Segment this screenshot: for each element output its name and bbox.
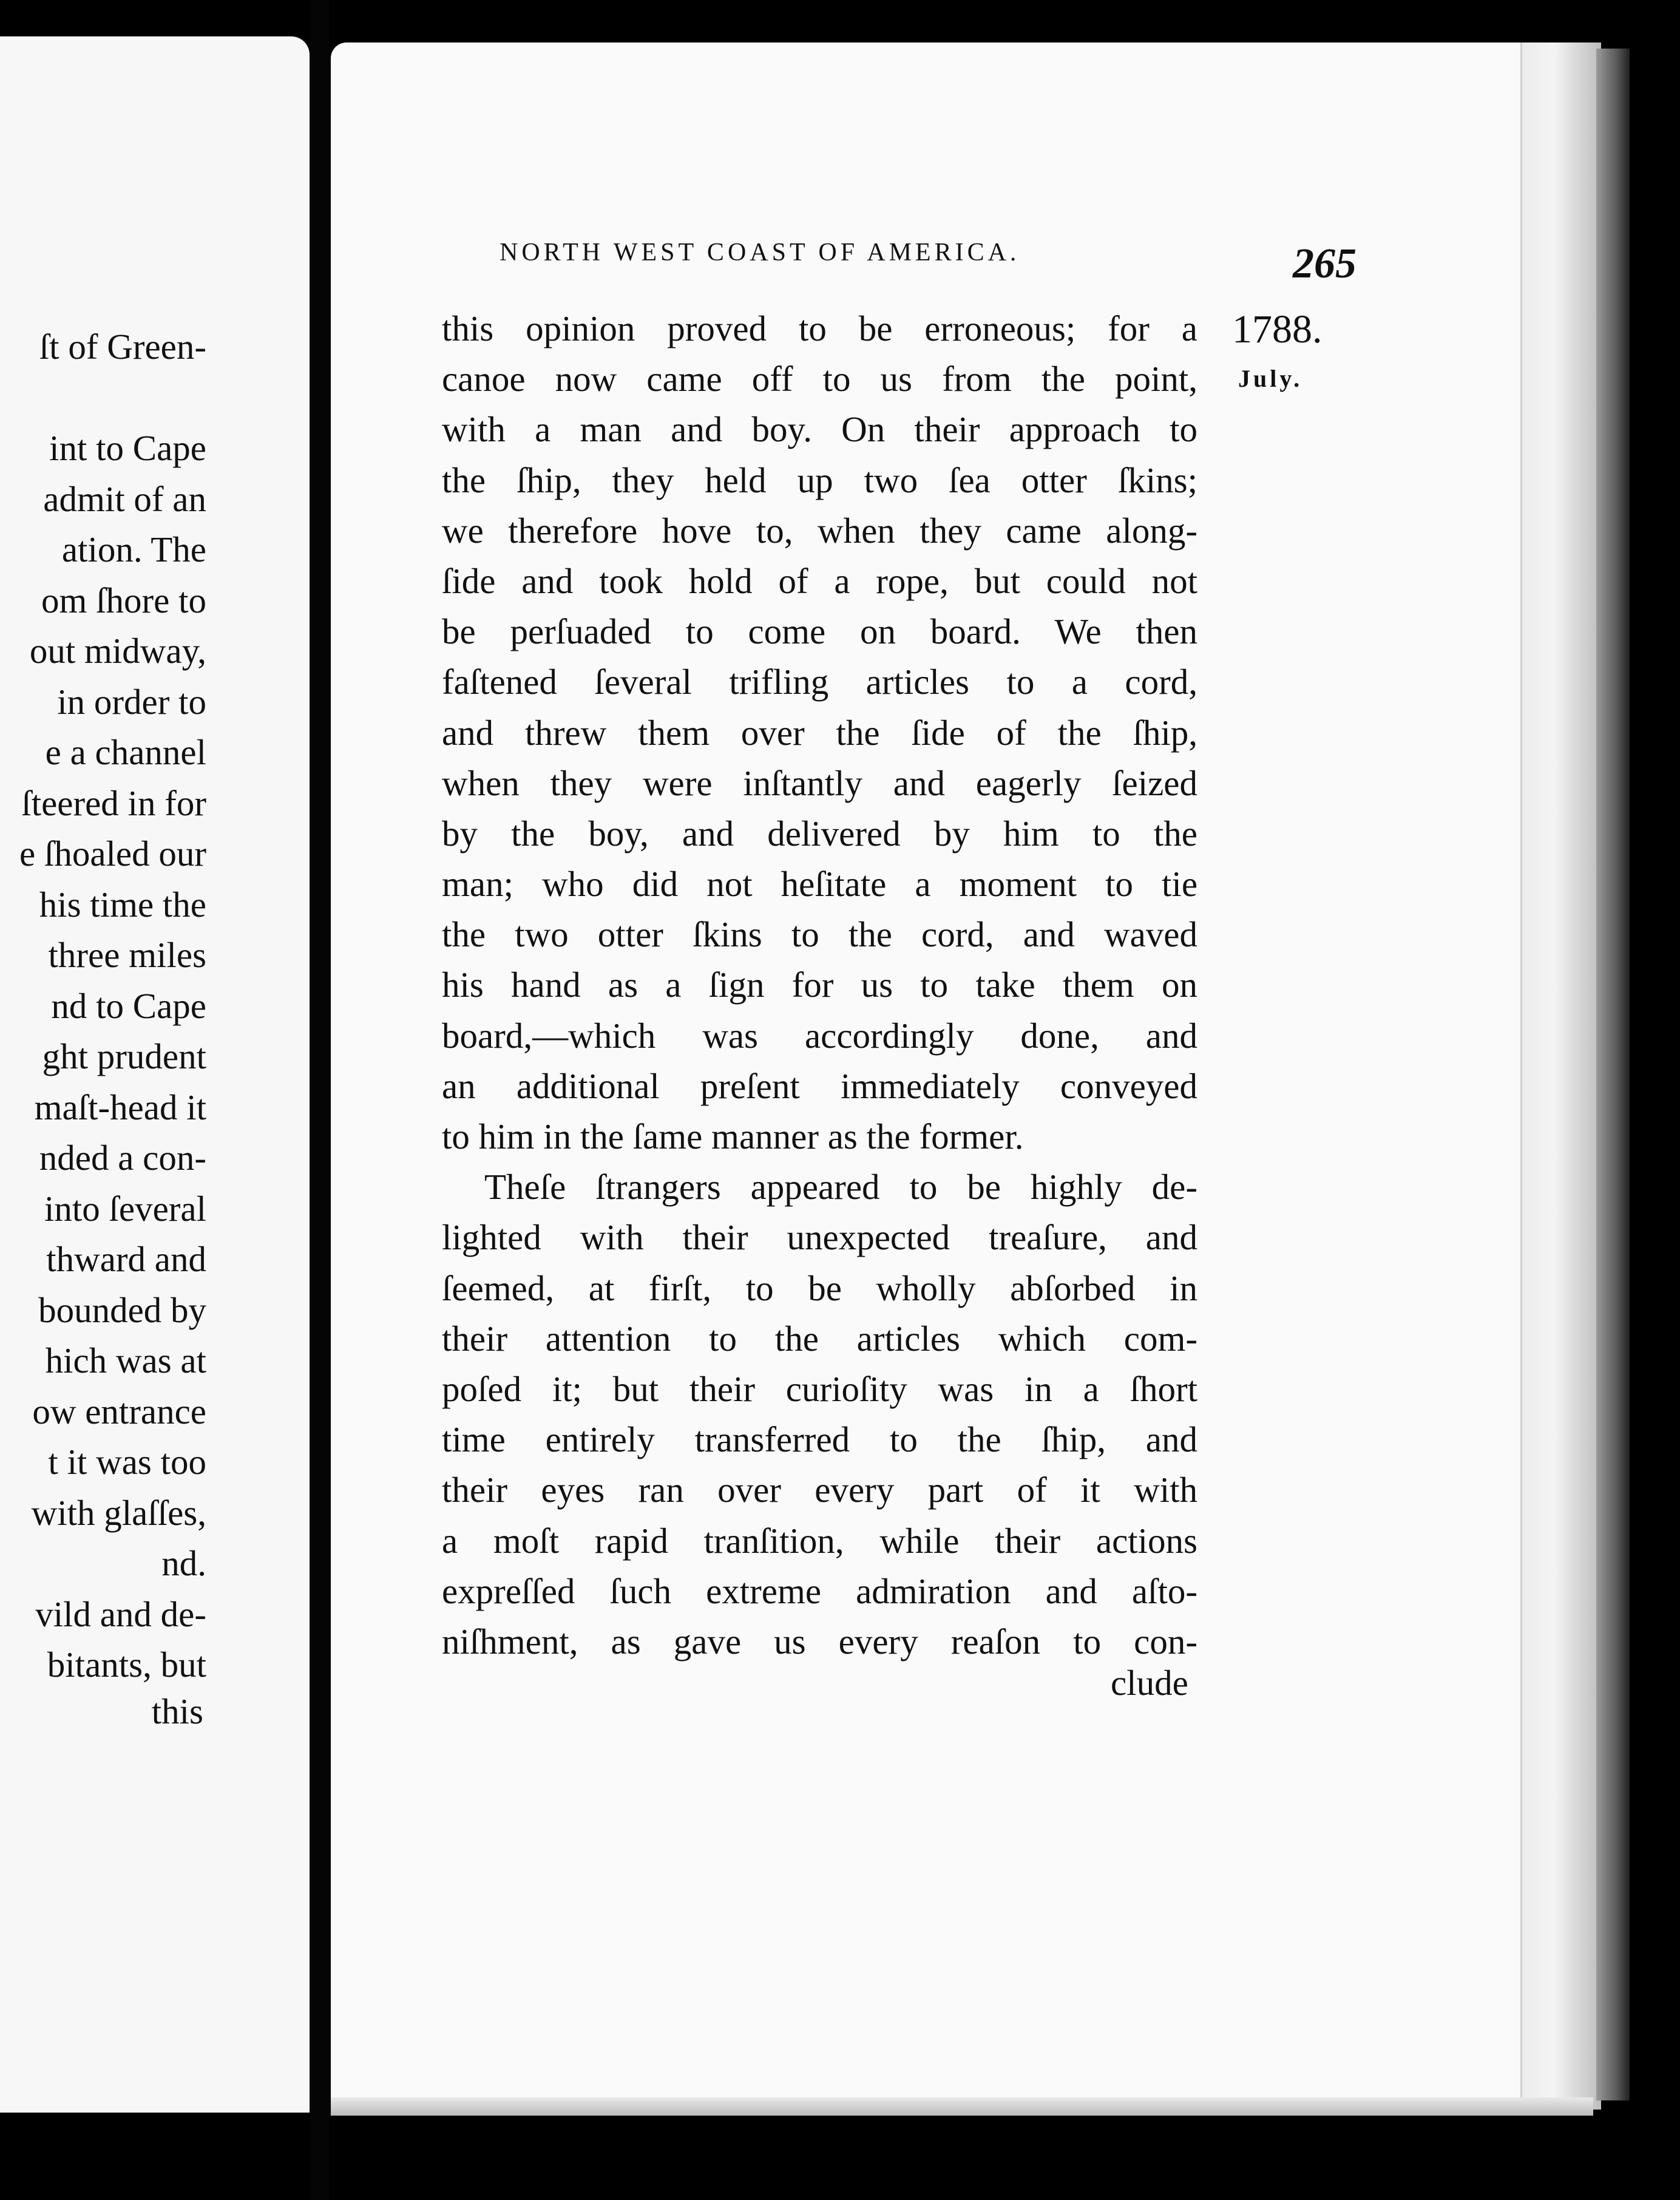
left-page-text	[19, 322, 206, 1691]
text-line: and threw them over the ſide of the ſhip,	[442, 712, 1197, 753]
text-line: man; who did not heſitate a moment to tie	[442, 864, 1197, 905]
page-edge	[1520, 42, 1601, 2110]
text-line: the ſhip, they held up two ſea otter ſkins;	[442, 460, 1197, 500]
text-line: by the boy, and delivered by him to the	[442, 813, 1197, 854]
text-line: their eyes ran over every part of it with	[442, 1470, 1197, 1510]
left-line: with glaſſes,	[31, 1492, 206, 1533]
left-line: ation. The	[61, 529, 206, 569]
text-line: his hand as a ſign for us to take them on	[442, 965, 1197, 1005]
text-line: lighted with their unexpected treaſure, and	[442, 1217, 1197, 1258]
left-line: ow entrance	[32, 1391, 206, 1431]
text-line: an additional preſent immediately conveyed	[442, 1065, 1197, 1106]
text-line: expreſſed ſuch extreme admiration and aſto-	[442, 1570, 1197, 1611]
text-line: ſeemed, at firſt, to be wholly abſorbed in	[442, 1268, 1197, 1308]
text-line: faſtened ſeveral trifling articles to a cord,	[442, 662, 1197, 702]
left-line: vild and de-	[35, 1594, 206, 1634]
book-gutter	[310, 0, 329, 2200]
text-line: this opinion proved to be erroneous; for a	[442, 308, 1197, 348]
left-line: ſt of Green-	[39, 327, 206, 367]
left-line: ght prudent	[42, 1036, 206, 1076]
text-line: ſide and took hold of a rope, but could not	[442, 560, 1197, 601]
left-line: three miles	[48, 935, 206, 975]
body-text	[442, 304, 1197, 1667]
left-line: int to Cape	[49, 428, 206, 468]
text-line: the two otter ſkins to the cord, and waved	[442, 914, 1197, 955]
left-line: e ſhoaled our	[19, 833, 206, 874]
left-line: his time the	[39, 884, 206, 925]
left-line: out midway,	[29, 631, 206, 671]
left-line: bitants, but	[47, 1645, 206, 1685]
text-line: niſhment, as gave us every reaſon to con-	[442, 1621, 1197, 1662]
left-line: maſt-head it	[34, 1087, 206, 1127]
left-line: nded a con-	[39, 1138, 206, 1178]
left-line: om ſhore to	[41, 580, 206, 620]
left-line: t it was too	[48, 1442, 206, 1482]
left-catchword: this	[151, 1691, 203, 1731]
text-line: canoe now came off to us from the point,	[442, 359, 1197, 399]
text-line: to him in the ſame manner as the former.	[442, 1116, 1024, 1156]
text-line: board,—which was accordingly done, and	[442, 1015, 1197, 1056]
left-line: thward and	[46, 1239, 206, 1279]
left-line: admit of an	[43, 478, 206, 519]
page-number: 265	[1293, 240, 1357, 287]
margin-month: July.	[1238, 365, 1303, 392]
left-line: ſteered in for	[21, 783, 206, 823]
book-edge-shadow	[1596, 49, 1630, 2100]
text-line: Theſe ſtrangers appeared to be highly de-	[484, 1167, 1197, 1207]
left-line: into ſeveral	[44, 1188, 206, 1229]
left-line: in order to	[57, 681, 206, 722]
left-line	[19, 373, 206, 424]
catchword: clude	[1111, 1663, 1188, 1703]
left-line: nd.	[161, 1543, 206, 1583]
text-line: their attention to the articles which com-	[442, 1318, 1197, 1359]
running-title: NORTH WEST COAST OF AMERICA.	[500, 239, 1020, 267]
text-line: poſed it; but their curioſity was in a ſhort	[442, 1368, 1197, 1409]
left-facing-page	[0, 36, 310, 2113]
text-line: with a man and boy. On their approach to	[442, 409, 1197, 450]
text-line: be perſuaded to come on board. We then	[442, 611, 1197, 652]
margin-year: 1788.	[1232, 307, 1323, 351]
left-line: nd to Cape	[51, 985, 206, 1026]
left-line: hich was at	[45, 1340, 206, 1380]
left-line: bounded by	[38, 1289, 206, 1330]
text-line: time entirely transferred to the ſhip, and	[442, 1419, 1197, 1460]
text-line: when they were inſtantly and eagerly ſeized	[442, 762, 1197, 803]
text-line: a moſt rapid tranſition, while their actions	[442, 1520, 1197, 1561]
left-line: e a channel	[45, 732, 206, 772]
page-bottom-edge	[331, 2097, 1593, 2116]
text-line: we therefore hove to, when they came along-	[442, 510, 1197, 551]
